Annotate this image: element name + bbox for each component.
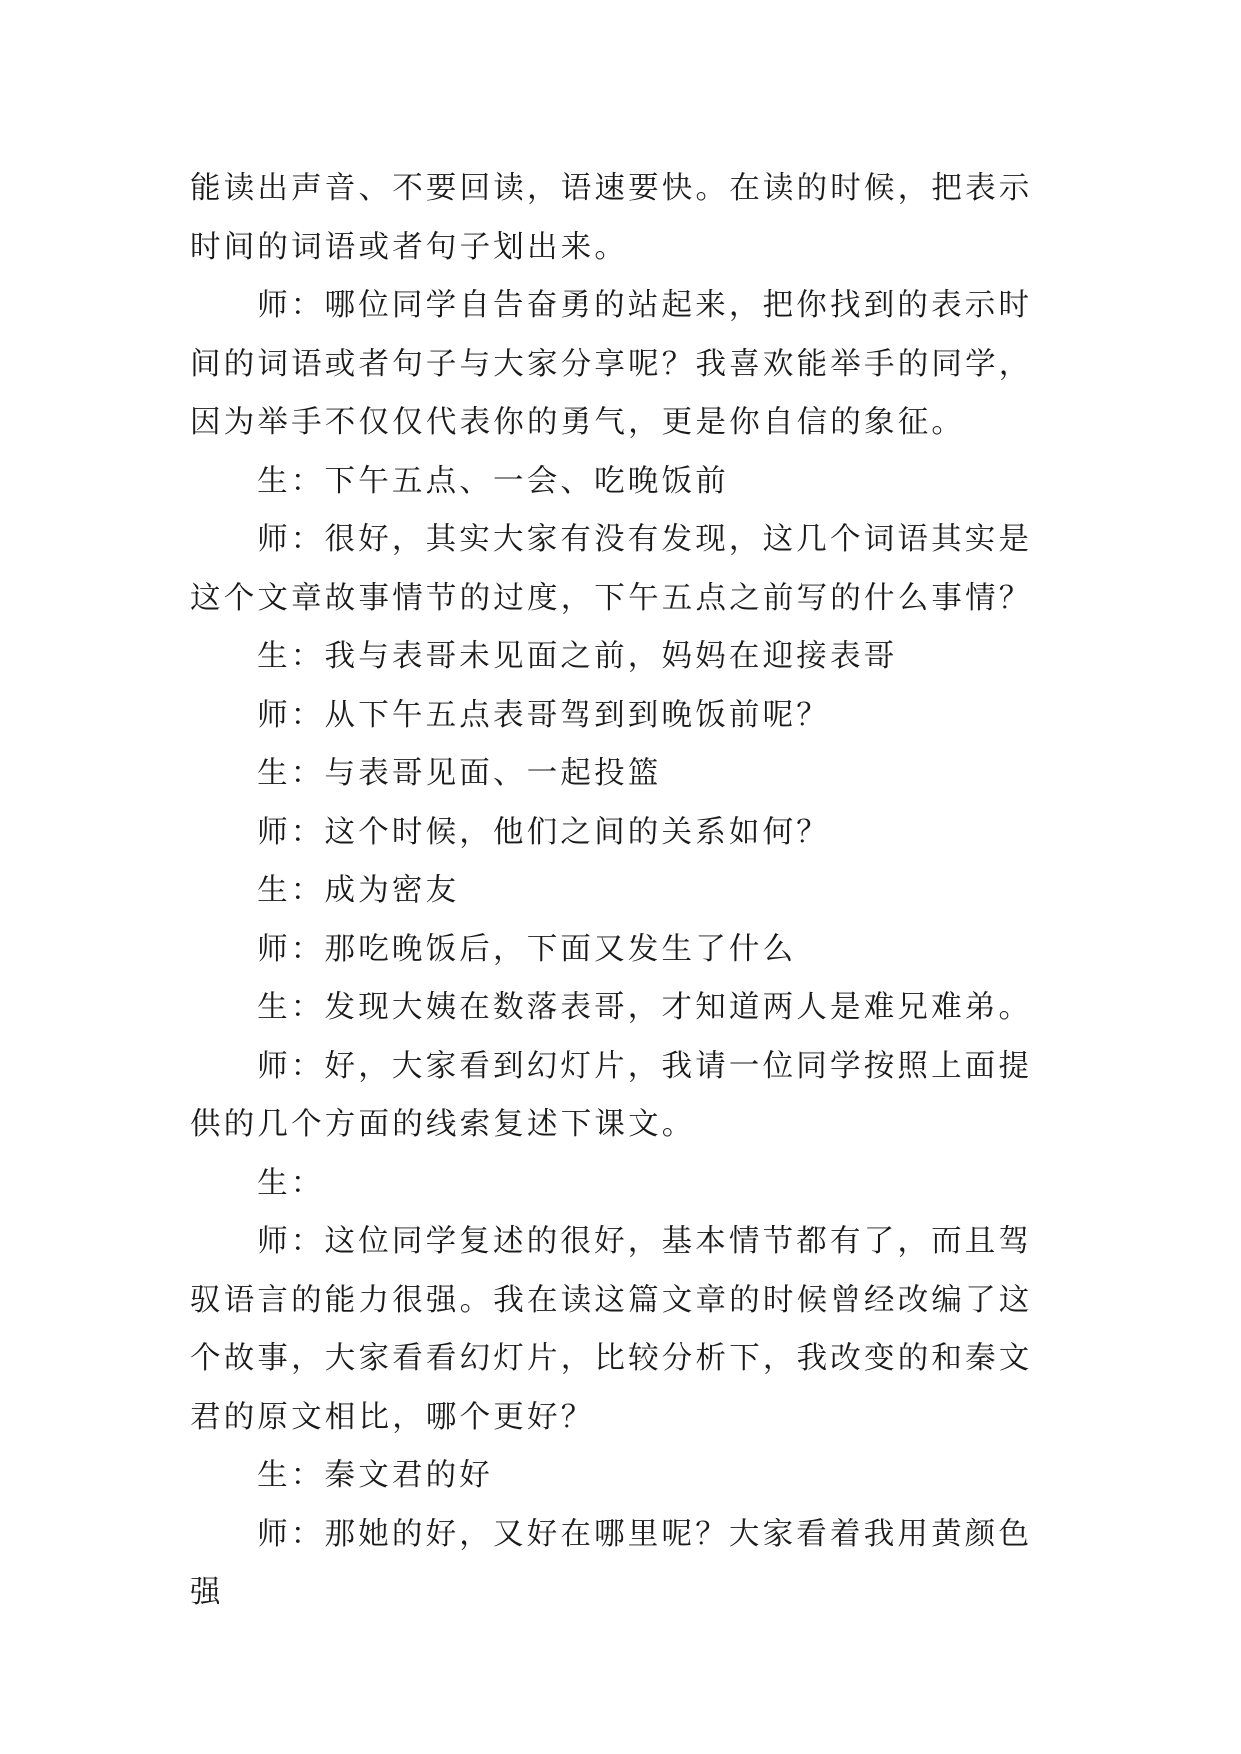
paragraph-2: 生：下午五点、一会、吃晚饭前 xyxy=(257,463,729,499)
paragraph-1: 师：哪位同学自告奋勇的站起来，把你找到的表示时间的词语或者句子与大家分享呢？我喜欢能举手的同学，因为举手不仅仅代表你的勇气，更是你自信的象征。 xyxy=(190,288,1033,440)
paragraph-14: 生：秦文君的好 xyxy=(257,1458,493,1493)
paragraph-10: 生：发现大姨在数落表哥，才知道两人是难兄难弟。 xyxy=(257,990,1033,1025)
paragraph-11: 师：好，大家看到幻灯片，我请一位同学按照上面提供的几个方面的线索复述下课文。 xyxy=(190,1048,1033,1142)
paragraph-15: 师：那她的好，又好在哪里呢？大家看着我用黄颜色强 xyxy=(190,1516,1033,1610)
paragraph-5: 师：从下午五点表哥驾到到晚饭前呢？ xyxy=(257,697,830,733)
paragraph-9: 师：那吃晚饭后，下面又发生了什么 xyxy=(257,931,797,967)
paragraph-8: 生：成为密友 xyxy=(257,873,460,908)
paragraph-7: 师：这个时候，他们之间的关系如何？ xyxy=(257,814,830,850)
paragraph-13: 师：这位同学复述的很好，基本情节都有了，而且驾驭语言的能力很强。我在读这篇文章的时候曾经改编了这个故事，大家看看幻灯片，比较分析下，我改变的和秦文君的原文相比，哪个更好？ xyxy=(190,1224,1033,1435)
document-page xyxy=(190,160,1050,1623)
paragraph-4: 生：我与表哥未见面之前，妈妈在迎接表哥 xyxy=(257,639,898,674)
paragraph-0: 能读出声音、不要回读，语速要快。在读的时候，把表示时间的词语或者句子划出来。 xyxy=(190,171,1033,265)
paragraph-12: 生： xyxy=(257,1165,325,1201)
paragraph-3: 师：很好，其实大家有没有发现，这几个词语其实是这个文章故事情节的过度，下午五点之前写的什么事情？ xyxy=(190,522,1033,616)
paragraph-6: 生：与表哥见面、一起投篮 xyxy=(257,756,662,791)
